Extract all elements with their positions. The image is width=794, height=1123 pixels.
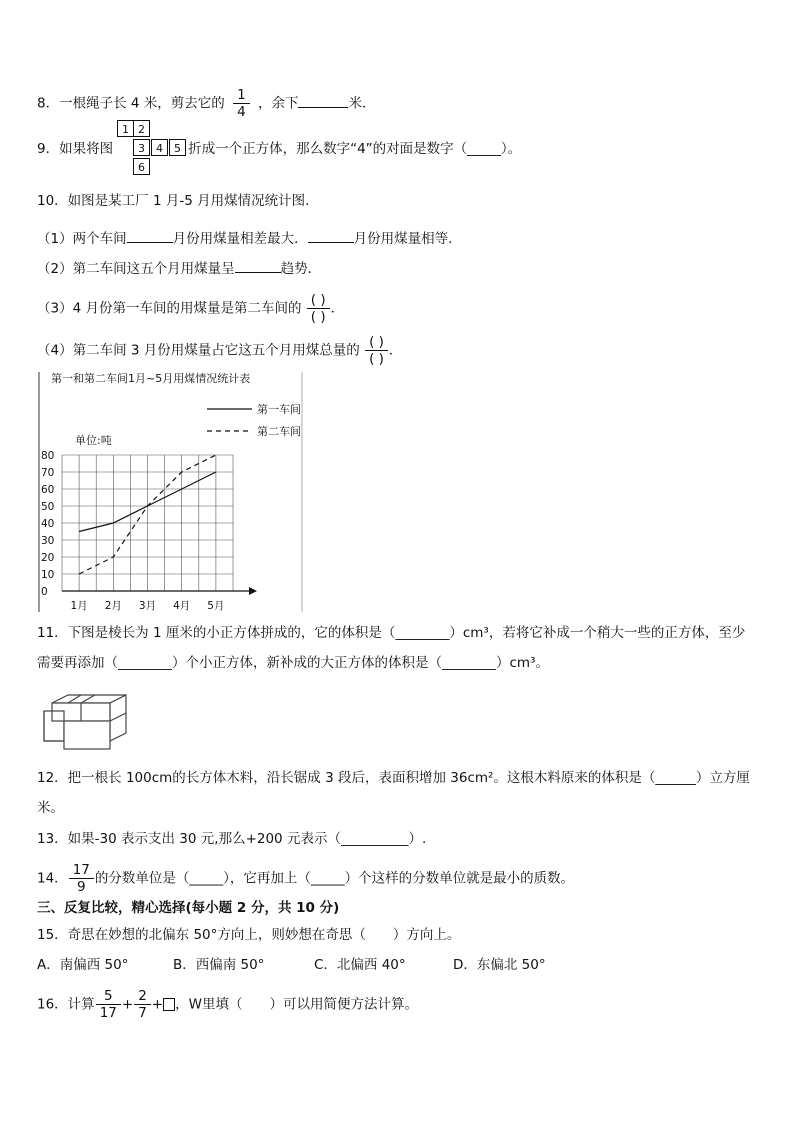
y-tick-label: 70 — [41, 467, 55, 479]
legend-label: 第二车间 — [257, 425, 301, 438]
y-tick-label: 0 — [41, 586, 48, 598]
cube-stack-figure — [40, 693, 135, 753]
y-tick-label: 40 — [41, 518, 55, 530]
x-tick-label: 2月 — [104, 600, 122, 612]
fraction-blank[interactable]: $\frac{( )}{( )}$ — [367, 334, 386, 367]
cube-net-figure — [114, 120, 189, 176]
x-axis-arrow — [249, 587, 257, 595]
question-14: 14． $\frac{17}{9}$ 的分数单位是（_____），它再加上（_____）个这样的分数单位就是最小的质数。 — [37, 862, 575, 895]
fraction: $\frac{2}{7}$ — [136, 988, 149, 1021]
answer-blank[interactable] — [308, 228, 354, 243]
x-tick-label: 1月 — [70, 600, 88, 612]
option-b[interactable]: B．西偏南 50° — [173, 957, 265, 973]
net-cell: 3 — [133, 139, 150, 156]
question-10-part1: （1）两个车间 月份用煤量相差最大． 月份用煤量相等． — [37, 228, 462, 249]
question-12-line1: 12．把一根长 100cm的长方体木料，沿长锯成 3 段后，表面积增加 36cm²。这根木料原来的体积是（______）立方厘 — [37, 770, 750, 786]
answer-blank[interactable] — [235, 258, 281, 273]
y-axis-unit: 单位:吨 — [75, 434, 112, 447]
question-10-part2: （2）第二车间这五个月用煤量呈 趋势． — [37, 258, 321, 279]
question-16: 16．计算 $\frac{5}{17}$ + $\frac{2}{7}$ + ，W里填（ ）可以用简便方法计算。 — [37, 988, 418, 1021]
net-cell: 1 — [117, 120, 134, 137]
y-tick-label: 80 — [41, 450, 55, 462]
option-a[interactable]: A．南偏西 50° — [37, 957, 129, 973]
blank-box[interactable] — [163, 998, 175, 1011]
option-d[interactable]: D．东偏北 50° — [453, 957, 546, 973]
question-11-line2: 需要再添加（________）个小正方体，新补成的大正方体的体积是（________）cm³。 — [37, 655, 549, 671]
x-tick-label: 4月 — [173, 600, 191, 612]
question-10-part3: （3）4 月份第一车间的用煤量是第二车间的 $\frac{( )}{( )}$ ． — [37, 292, 345, 325]
question-9: 9．如果将图 折成一个正方体，那么数字“4”的对面是数字（_____）。 — [37, 141, 522, 157]
y-tick-label: 30 — [41, 535, 55, 547]
option-c[interactable]: C．北偏西 40° — [314, 957, 406, 973]
x-tick-label: 5月 — [207, 600, 225, 612]
net-cell: 4 — [151, 139, 168, 156]
fraction: $\frac{5}{17}$ — [98, 988, 119, 1021]
y-tick-label: 60 — [41, 484, 55, 496]
question-12-line2: 米。 — [37, 800, 64, 816]
question-13: 13．如果-30 表示支出 30 元,那么+200 元表示（__________）. — [37, 831, 427, 847]
net-cell: 6 — [133, 158, 150, 175]
coal-usage-line-chart — [37, 367, 307, 615]
y-tick-label: 10 — [41, 569, 55, 581]
fraction: $\frac{1}{4}$ — [235, 87, 248, 120]
question-15: 15．奇思在妙想的北偏东 50°方向上，则妙想在奇思（ ）方向上。 — [37, 927, 461, 943]
net-cell: 5 — [169, 139, 186, 156]
legend-label: 第一车间 — [257, 403, 301, 416]
y-tick-label: 20 — [41, 552, 55, 564]
section-heading: 三、反复比较，精心选择(每小题 2 分，共 10 分) — [37, 900, 340, 916]
question-8: 8．一根绳子长 4 米，剪去它的 $\frac{1}{4}$ ，余下 米． — [37, 87, 376, 120]
question-10-part4: （4）第二车间 3 月份用煤量占它这五个月用煤总量的 $\frac{( )}{( )}$ ． — [37, 334, 403, 367]
question-11-line1: 11．下图是棱长为 1 厘米的小正方体拼成的，它的体积是（________）cm³，若将它补成一个稍大一些的正方体，至少 — [37, 625, 746, 641]
y-tick-label: 50 — [41, 501, 55, 513]
question-10-intro: 10．如图是某工厂 1 月-5 月用煤情况统计图． — [37, 193, 319, 209]
answer-blank[interactable] — [298, 93, 348, 108]
fraction: $\frac{17}{9}$ — [71, 862, 92, 895]
fraction-blank[interactable]: $\frac{( )}{( )}$ — [309, 292, 328, 325]
x-tick-label: 3月 — [138, 600, 157, 612]
answer-blank[interactable] — [127, 228, 173, 243]
chart-title: 第一和第二车间1月~5月用煤情况统计表 — [51, 372, 251, 385]
net-cell: 2 — [133, 120, 150, 137]
